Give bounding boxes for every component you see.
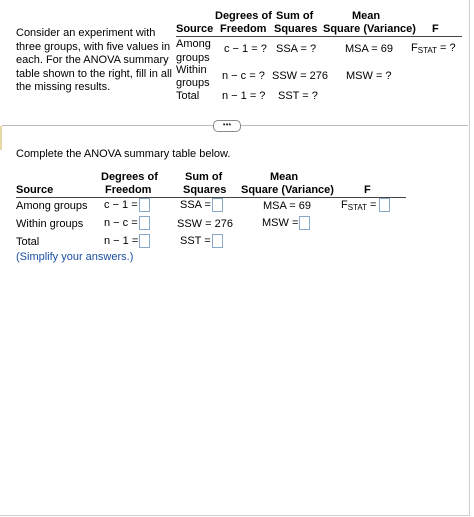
answer-among-f [341,198,390,212]
answer-among-df-label: c − 1 = [104,198,138,211]
answer-among-label: Among groups [16,200,88,212]
given-header-ss-line2: Squares [274,23,318,35]
answer-header-f: F [364,184,371,196]
answer-within-df-label: n − c = [104,216,138,229]
given-header-f: F [432,23,439,35]
given-total-df: n − 1 = ? [222,90,266,102]
among-ss-input[interactable] [212,198,223,212]
answer-within-ss: SSW = 276 [177,218,233,230]
answer-among-ss-label: SSA = [180,198,211,211]
given-among-f [411,42,456,55]
answer-among-ss [180,198,223,212]
answer-within-df [104,216,150,230]
answer-header-ss-line1: Sum of [185,171,223,183]
given-among-ms: MSA = 69 [345,43,394,55]
within-ms-input[interactable] [299,216,310,230]
given-header-df-line2: Freedom [220,23,267,35]
given-header-rule [176,36,462,37]
instruction-text: Complete the ANOVA summary table below. [16,148,231,160]
answer-total-df [104,234,150,248]
answer-f-main: F [341,198,348,211]
problem-intro: Consider an experiment with three groups, with five values in each. For the ANOVA summary table shown to the right, fill in all the missing results. [16,27,172,94]
given-among-label-line1: Among [176,38,211,50]
answer-f-tail: = [367,198,377,211]
given-header-ss-line1: Sum of [276,10,314,22]
given-header-ms-line2: Square (Variance) [323,23,416,35]
given-among-ss: SSA = ? [276,43,317,55]
total-ss-input[interactable] [212,234,223,248]
given-among-label-line2: groups [176,52,210,64]
answer-among-ms: MSA = 69 [263,200,312,212]
answer-header-ms-line2: Square (Variance) [241,184,334,196]
given-header-df-line1: Degrees of [215,10,272,22]
given-total-label: Total [176,90,200,102]
answer-header-df-line1: Degrees of [101,171,158,183]
given-total-ss: SST = ? [278,90,318,102]
answer-total-df-label: n − 1 = [104,234,139,247]
answer-total-ss [180,234,223,248]
given-within-label-line1: Within [176,64,207,76]
answer-total-ss-label: SST = [180,234,211,247]
given-header-ms-line1: Mean [352,10,381,22]
answer-total-label: Total [16,236,40,248]
given-f-main: F [411,42,418,54]
answer-header-ss-line2: Squares [183,184,227,196]
given-f-tail: = ? [437,42,456,54]
given-header-source: Source [176,23,214,35]
given-within-label-line2: groups [176,77,210,89]
given-within-df: n − c = ? [222,70,265,82]
answer-within-ms [262,216,310,230]
answer-within-ms-label: MSW = [262,216,299,229]
answer-f-sub: STAT [347,202,367,212]
given-among-df: c − 1 = ? [224,43,267,55]
given-within-ss: SSW = 276 [272,70,328,82]
answer-header-df-line2: Freedom [105,184,152,196]
given-f-sub: STAT [417,46,437,55]
f-stat-input[interactable] [379,198,390,212]
answer-within-label: Within groups [16,218,84,230]
expand-more-button[interactable]: ••• [213,120,241,132]
among-df-input[interactable] [139,198,150,212]
answer-header-ms-line1: Mean [270,171,299,183]
within-df-input[interactable] [139,216,150,230]
given-within-ms: MSW = ? [346,70,392,82]
answer-among-df [104,198,150,212]
answer-header-source: Source [16,184,54,196]
section-marker [0,126,2,150]
simplify-note: (Simplify your answers.) [16,251,134,263]
total-df-input[interactable] [139,234,150,248]
